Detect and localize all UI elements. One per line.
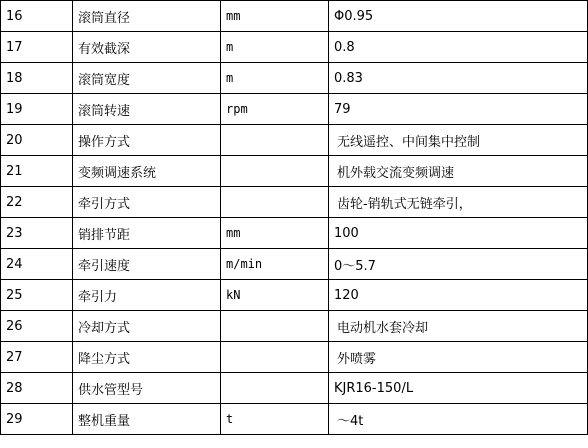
param-name-cell: 整机重量 [73, 404, 221, 435]
table-row [1, 63, 588, 94]
row-number-cell: 24 [1, 249, 73, 280]
unit-cell: t [221, 404, 329, 435]
spec-table-body [1, 1, 588, 435]
value-cell: 0.83 [329, 63, 588, 94]
value-cell: ～4t [329, 404, 588, 435]
table-row [1, 311, 588, 342]
value-cell: 0～5.7 [329, 249, 588, 280]
row-number-cell: 20 [1, 125, 73, 156]
param-name-cell: 滚筒转速 [73, 94, 221, 125]
table-row [1, 342, 588, 373]
param-name-cell: 牵引速度 [73, 249, 221, 280]
unit-cell: kN [221, 280, 329, 311]
table-row [1, 249, 588, 280]
row-number-cell: 19 [1, 94, 73, 125]
param-name-cell: 供水管型号 [73, 373, 221, 404]
param-name-cell: 滚筒直径 [73, 1, 221, 32]
row-number-cell: 23 [1, 218, 73, 249]
row-number-cell: 25 [1, 280, 73, 311]
unit-cell: m [221, 63, 329, 94]
value-cell: 外喷雾 [329, 342, 588, 373]
param-name-cell: 有效截深 [73, 32, 221, 63]
table-row [1, 404, 588, 435]
param-name-cell: 变频调速系统 [73, 156, 221, 187]
unit-cell: m/min [221, 249, 329, 280]
row-number-cell: 27 [1, 342, 73, 373]
unit-cell [221, 342, 329, 373]
table-row [1, 280, 588, 311]
value-cell: 齿轮-销轨式无链牵引， [329, 187, 588, 218]
table-row [1, 187, 588, 218]
param-name-cell: 牵引力 [73, 280, 221, 311]
unit-cell [221, 125, 329, 156]
table-row [1, 156, 588, 187]
value-cell: 79 [329, 94, 588, 125]
table-row [1, 94, 588, 125]
row-number-cell: 21 [1, 156, 73, 187]
value-cell: KJR16-150/L [329, 373, 588, 404]
row-number-cell: 16 [1, 1, 73, 32]
unit-cell [221, 311, 329, 342]
unit-cell [221, 156, 329, 187]
unit-cell [221, 373, 329, 404]
unit-cell: rpm [221, 94, 329, 125]
param-name-cell: 操作方式 [73, 125, 221, 156]
row-number-cell: 18 [1, 63, 73, 94]
value-cell: 电动机水套冷却 [329, 311, 588, 342]
table-row [1, 373, 588, 404]
value-cell: 100 [329, 218, 588, 249]
param-name-cell: 冷却方式 [73, 311, 221, 342]
row-number-cell: 29 [1, 404, 73, 435]
row-number-cell: 26 [1, 311, 73, 342]
unit-cell: mm [221, 218, 329, 249]
table-row [1, 125, 588, 156]
value-cell: 120 [329, 280, 588, 311]
value-cell: 无线遥控、中间集中控制 [329, 125, 588, 156]
row-number-cell: 17 [1, 32, 73, 63]
unit-cell: mm [221, 1, 329, 32]
param-name-cell: 牵引方式 [73, 187, 221, 218]
table-row [1, 32, 588, 63]
row-number-cell: 22 [1, 187, 73, 218]
param-name-cell: 滚筒宽度 [73, 63, 221, 94]
value-cell: 机外载交流变频调速 [329, 156, 588, 187]
unit-cell [221, 187, 329, 218]
row-number-cell: 28 [1, 373, 73, 404]
value-cell: 0.8 [329, 32, 588, 63]
table-row [1, 218, 588, 249]
param-name-cell: 降尘方式 [73, 342, 221, 373]
param-name-cell: 销排节距 [73, 218, 221, 249]
value-cell: Φ0.95 [329, 1, 588, 32]
table-row [1, 1, 588, 32]
unit-cell: m [221, 32, 329, 63]
